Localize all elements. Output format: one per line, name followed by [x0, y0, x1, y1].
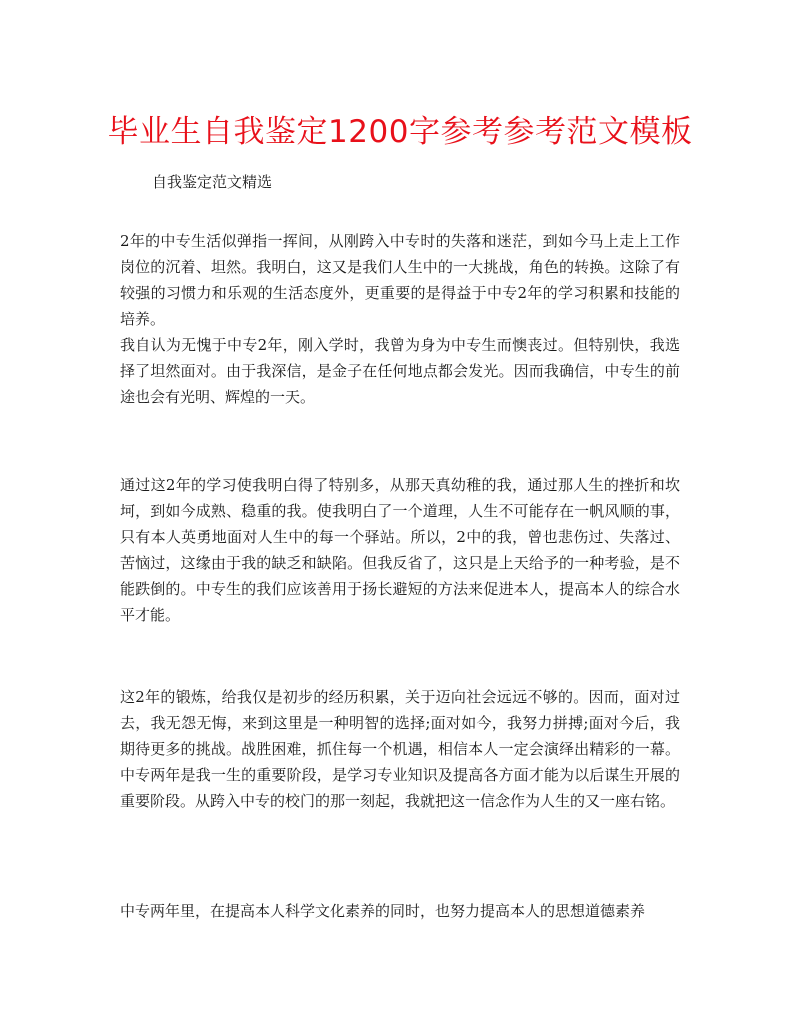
body-block-3: [120, 684, 680, 814]
paragraph-5: 中专两年里，在提高本人科学文化素养的同时，也努力提高本人的思想道德素养: [120, 902, 646, 920]
paragraph-1: 2年的中专生活似弹指一挥间，从刚跨入中专时的失落和迷茫，到如今马上走上工作岗位的沉着、坦然。我明白，这又是我们人生中的一大挑战，角色的转换。这除了有较强的习惯力和乐观的生活态度外，更重要的是得益于中专2年的学习积累和技能的培养。: [120, 232, 680, 328]
paragraph-4: 这2年的锻炼，给我仅是初步的经历积累，关于迈向社会远远不够的。因而，面对过去，我无怨无悔，来到这里是一种明智的选择;面对如今，我努力拼搏;面对今后，我期待更多的挑战。战胜困难，抓住每一个机遇，相信本人一定会演绎出精彩的一幕。中专两年是我一生的重要阶段，是学习专业知识及提高各方面才能为以后谋生开展的重要阶段。从跨入中专的校门的那一刻起，我就把这一信念作为人生的又一座右铭。: [120, 688, 680, 810]
paragraph-3: 通过这2年的学习使我明白得了特别多，从那天真幼稚的我，通过那人生的挫折和坎坷，到如今成熟、稳重的我。使我明白了一个道理，人生不可能存在一帆风顺的事，只有本人英勇地面对人生中的每一个驿站。所以，2中的我，曾也悲伤过、失落过、苦恼过，这缘由于我的缺乏和缺陷。但我反省了，这只是上天给予的一种考验，是不能跌倒的。中专生的我们应该善用于扬长避短的方法来促进本人，提高本人的综合水平才能。: [120, 476, 680, 624]
document-subtitle: 自我鉴定范文精选: [152, 173, 273, 191]
body-block-1: [120, 228, 680, 410]
paragraph-2: 我自认为无愧于中专2年，刚入学时，我曾为身为中专生而懊丧过。但特别快，我选择了坦然面对。由于我深信，是金子在任何地点都会发光。因而我确信，中专生的前途也会有光明、辉煌的一天。: [120, 336, 680, 406]
body-block-2: [120, 472, 680, 628]
document-title: 毕业生自我鉴定1200字参考参考范文模板: [107, 114, 693, 150]
body-block-4: [120, 898, 680, 924]
